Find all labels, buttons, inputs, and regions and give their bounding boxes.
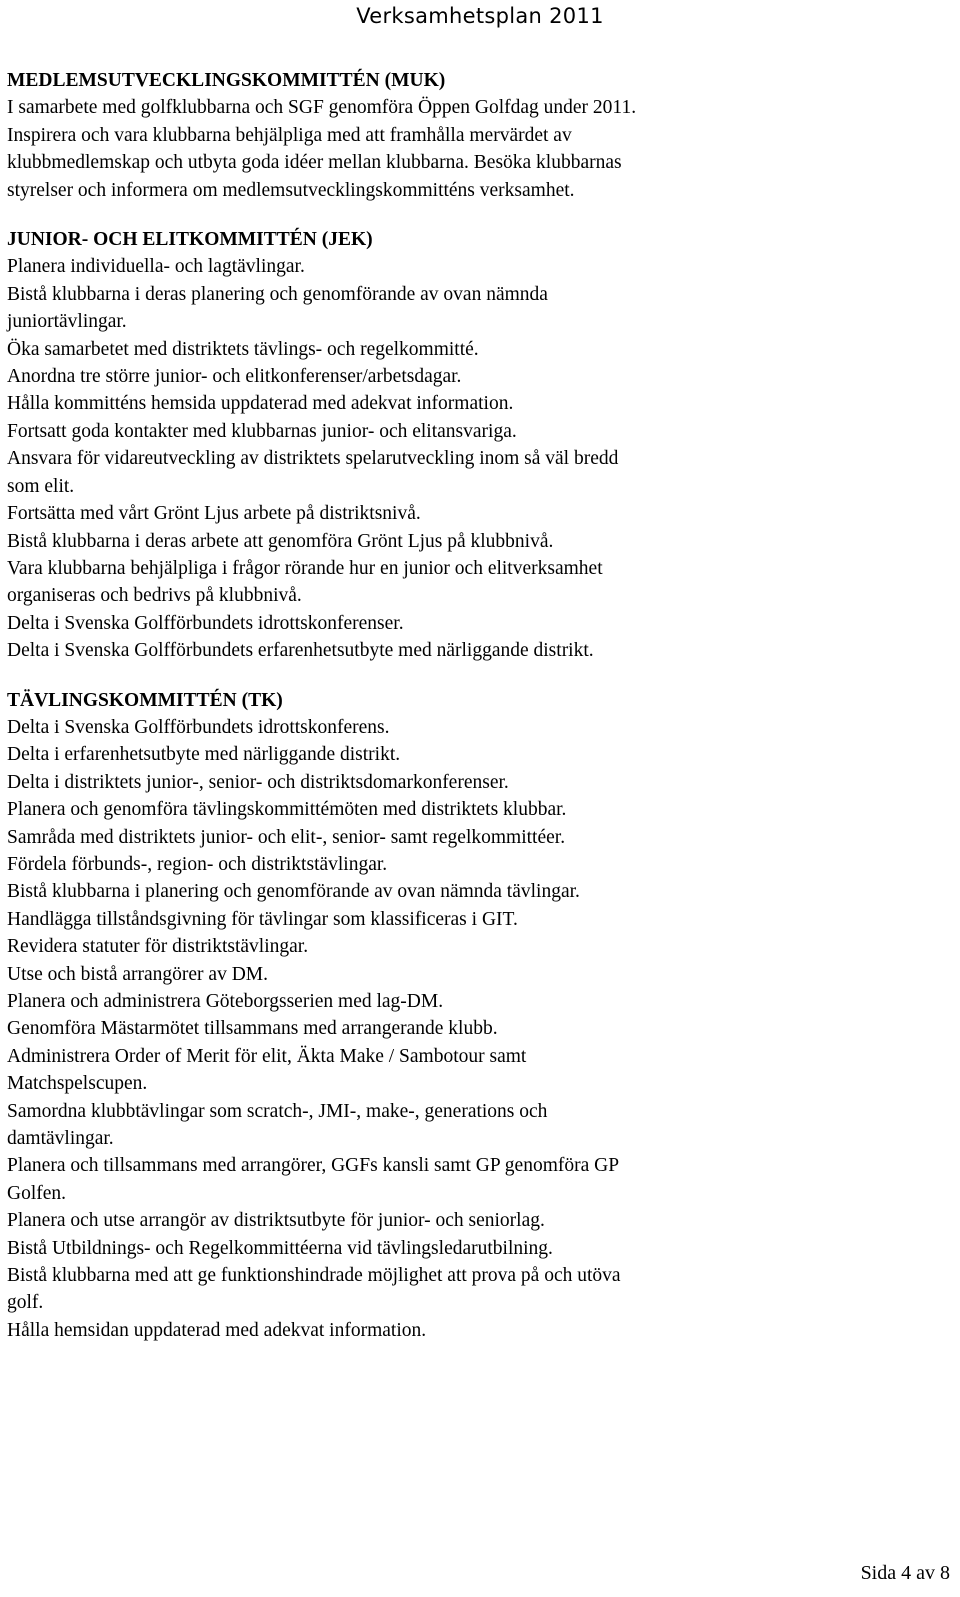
section-line: damtävlingar.	[7, 1128, 114, 1150]
section-title: MEDLEMSUTVECKLINGSKOMMITTÉN (MUK)	[7, 70, 446, 91]
section-line: Samråda med distriktets junior- och elit-, senior- samt regelkommittéer.	[7, 826, 566, 848]
section-line: golf.	[7, 1292, 44, 1314]
section-line: Delta i Svenska Golfförbundets idrottskonferenser.	[7, 612, 404, 634]
section-line: Delta i Svenska Golfförbundets erfarenhetsutbyte med närliggande distrikt.	[7, 640, 594, 662]
section-line: Fortsätta med vårt Grönt Ljus arbete på distriktsnivå.	[7, 503, 421, 525]
section-line: Bistå klubbarna med att ge funktionshindrade möjlighet att prova på och utöva	[7, 1265, 621, 1287]
page-number: Sida 4 av 8	[860, 1562, 950, 1584]
section-line: I samarbete med golfklubbarna och SGF genomföra Öppen Golfdag under 2011.	[7, 97, 637, 119]
section-line: Bistå klubbarna i deras planering och genomförande av ovan nämnda	[7, 283, 548, 305]
section-line: Delta i distriktets junior-, senior- och distriktsdomarkonferenser.	[7, 771, 509, 793]
section-line: Administrera Order of Merit för elit, Äkta Make / Sambotour samt	[7, 1045, 527, 1067]
section-line: Handlägga tillståndsgivning för tävlingar som klassificeras i GIT.	[7, 908, 518, 930]
section-line: Fördela förbunds-, region- och distriktstävlingar.	[7, 853, 388, 875]
section-line: Planera individuella- och lagtävlingar.	[7, 256, 305, 278]
section-line: Utse och bistå arrangörer av DM.	[7, 963, 268, 985]
section-line: Planera och administrera Göteborgsserien med lag-DM.	[7, 991, 444, 1012]
section-line: Golfen.	[7, 1182, 67, 1204]
section-line: Bistå klubbarna i planering och genomförande av ovan nämnda tävlingar.	[7, 881, 580, 903]
page-header: Verksamhetsplan 2011	[356, 4, 604, 28]
section-title: TÄVLINGSKOMMITTÉN (TK)	[7, 689, 283, 711]
document-body	[7, 67, 947, 1366]
section-line: Bistå Utbildnings- och Regelkommittéerna vid tävlingsledarutbilning.	[7, 1237, 553, 1259]
section-line: Öka samarbetet med distriktets tävlings- och regelkommitté.	[7, 338, 479, 360]
section-line: Hålla hemsidan uppdaterad med adekvat information.	[7, 1319, 427, 1341]
section-line: Ansvara för vidareutveckling av distriktets spelarutveckling inom så väl bredd	[7, 448, 619, 470]
section-title: JUNIOR- OCH ELITKOMMITTÉN (JEK)	[7, 229, 373, 251]
section-line: Anordna tre större junior- och elitkonferenser/arbetsdagar.	[7, 366, 462, 388]
section-line: Fortsatt goda kontakter med klubbarnas junior- och elitansvariga.	[7, 420, 517, 442]
committee-section	[7, 687, 947, 1345]
section-line: Revidera statuter för distriktstävlingar.	[7, 936, 309, 958]
committee-section	[7, 226, 947, 665]
section-line: Genomföra Mästarmötet tillsammans med arrangerande klubb.	[7, 1018, 498, 1040]
section-line: Hålla kommitténs hemsida uppdaterad med adekvat information.	[7, 393, 514, 415]
section-line: Planera och genomföra tävlingskommittémöten med distriktets klubbar.	[7, 799, 567, 821]
section-line: Planera och utse arrangör av distriktsutbyte för junior- och seniorlag.	[7, 1210, 545, 1232]
section-line: klubbmedlemskap och utbyta goda idéer mellan klubbarna. Besöka klubbarnas	[7, 152, 622, 174]
section-line: som elit.	[7, 475, 75, 497]
section-line: Matchspelscupen.	[7, 1073, 148, 1095]
section-line: Inspirera och vara klubbarna behjälpliga med att framhålla mervärdet av	[7, 124, 572, 146]
section-line: Vara klubbarna behjälpliga i frågor rörande hur en junior och elitverksamhet	[7, 557, 603, 579]
section-line: Delta i Svenska Golfförbundets idrottskonferens.	[7, 716, 390, 738]
committee-section	[7, 67, 947, 204]
section-line: styrelser och informera om medlemsutvecklingskommitténs verksamhet.	[7, 179, 575, 201]
section-line: Bistå klubbarna i deras arbete att genomföra Grönt Ljus på klubbnivå.	[7, 530, 554, 552]
section-line: juniortävlingar.	[7, 311, 127, 333]
section-line: Planera och tillsammans med arrangörer, GGFs kansli samt GP genomföra GP	[7, 1155, 620, 1177]
section-line: Samordna klubbtävlingar som scratch-, JMI-, make-, generations och	[7, 1100, 548, 1122]
section-line: organiseras och bedrivs på klubbnivå.	[7, 585, 302, 607]
section-line: Delta i erfarenhetsutbyte med närliggande distrikt.	[7, 744, 401, 766]
